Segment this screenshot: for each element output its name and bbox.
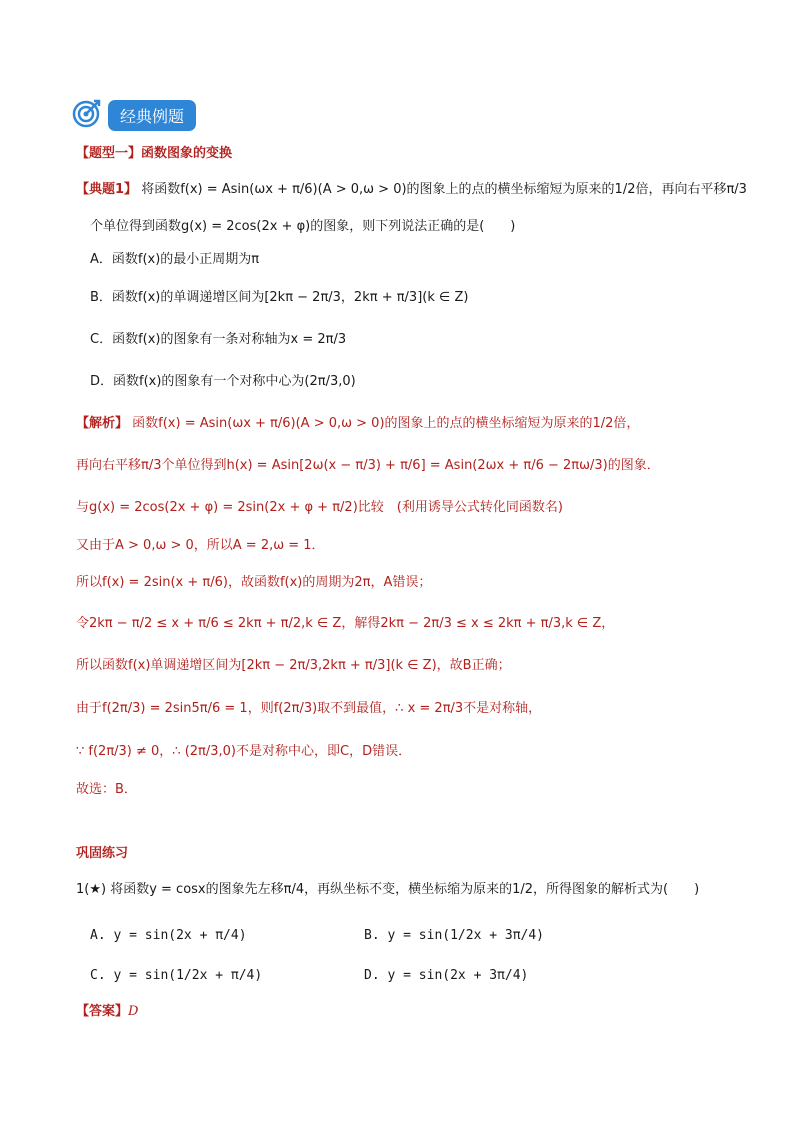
example-tag: 【典题1】 <box>76 182 138 197</box>
solution-line-9: ∵ f(2π/3) ≠ 0，∴ (2π/3,0)不是对称中心，即C，D错误． <box>76 744 412 759</box>
practice-stem: 1(★) 将函数y = cosx的图象先左移π/4，再纵坐标不变，横坐标缩为原来的1/2，所得图象的解析式为( ) <box>76 882 700 897</box>
solution-tag: 【解析】 <box>76 416 129 431</box>
answer-tag: 【答案】 <box>76 1004 129 1019</box>
solution-line-7: 所以函数f(x)单调递增区间为[2kπ − 2π/3,2kπ + π/3](k ∈ Z)，故B正确； <box>76 658 511 673</box>
solution-line-1: 【解析】 函数f(x) = Asin(ωx + π/6)(A > 0,ω > 0)的图象上的点的横坐标缩短为原来的1/2倍， <box>76 416 640 431</box>
target-icon <box>72 98 102 132</box>
section-title: 【题型一】函数图象的变换 <box>76 146 233 161</box>
example-stem-line1 <box>76 180 747 200</box>
answer-value: D <box>128 1004 139 1019</box>
solution-line-4: 又由于A > 0,ω > 0，所以A = 2,ω = 1． <box>76 538 325 553</box>
section-badge: 经典例题 <box>108 100 196 131</box>
answer-line <box>76 1002 138 1022</box>
example-stem-line2: 个单位得到函数g(x) = 2cos(2x + φ)的图象，则下列说法正确的是( ) <box>90 219 516 234</box>
solution-line-5: 所以f(x) = 2sin(x + π/6)，故函数f(x)的周期为2π，A错误； <box>76 575 432 590</box>
solution-line-10: 故选：B． <box>76 782 137 797</box>
solution-line-6: 令2kπ − π/2 ≤ x + π/6 ≤ 2kπ + π/2,k ∈ Z，解得2kπ − 2π/3 ≤ x ≤ 2kπ + π/3,k ∈ Z， <box>76 616 615 631</box>
practice-title: 巩固练习 <box>76 846 129 861</box>
solution-line-8: 由于f(2π/3) = 2sin5π/6 = 1，则f(2π/3)取不到最值，∴ x = 2π/3不是对称轴， <box>76 701 542 716</box>
option-c: C．函数f(x)的图象有一条对称轴为x = 2π/3 <box>90 332 347 347</box>
example-stem-text: 将函数f(x) = Asin(ωx + π/6)(A > 0,ω > 0)的图象上的点的横坐标缩短为原来的1/2倍，再向右平移π/3 <box>141 182 747 197</box>
practice-option-d: D. y = sin(2x + 3π/4) <box>364 968 529 983</box>
solution-line-2: 再向右平移π/3个单位得到h(x) = Asin[2ω(x − π/3) + π/6] = Asin(2ωx + π/6 − 2πω/3)的图象． <box>76 458 660 473</box>
solution-line-3: 与g(x) = 2cos(2x + φ) = 2sin(2x + φ + π/2)比较 (利用诱导公式转化同函数名) <box>76 500 563 515</box>
practice-option-a: A. y = sin(2x + π/4) <box>90 928 247 943</box>
practice-option-b: B. y = sin(1/2x + 3π/4) <box>364 928 545 943</box>
option-a: A．函数f(x)的最小正周期为π <box>90 252 260 267</box>
section-header <box>72 98 196 132</box>
option-b: B．函数f(x)的单调递增区间为[2kπ − 2π/3，2kπ + π/3](k ∈ Z) <box>90 290 469 305</box>
practice-option-c: C. y = sin(1/2x + π/4) <box>90 968 263 983</box>
option-d: D．函数f(x)的图象有一个对称中心为(2π/3,0) <box>90 374 356 389</box>
